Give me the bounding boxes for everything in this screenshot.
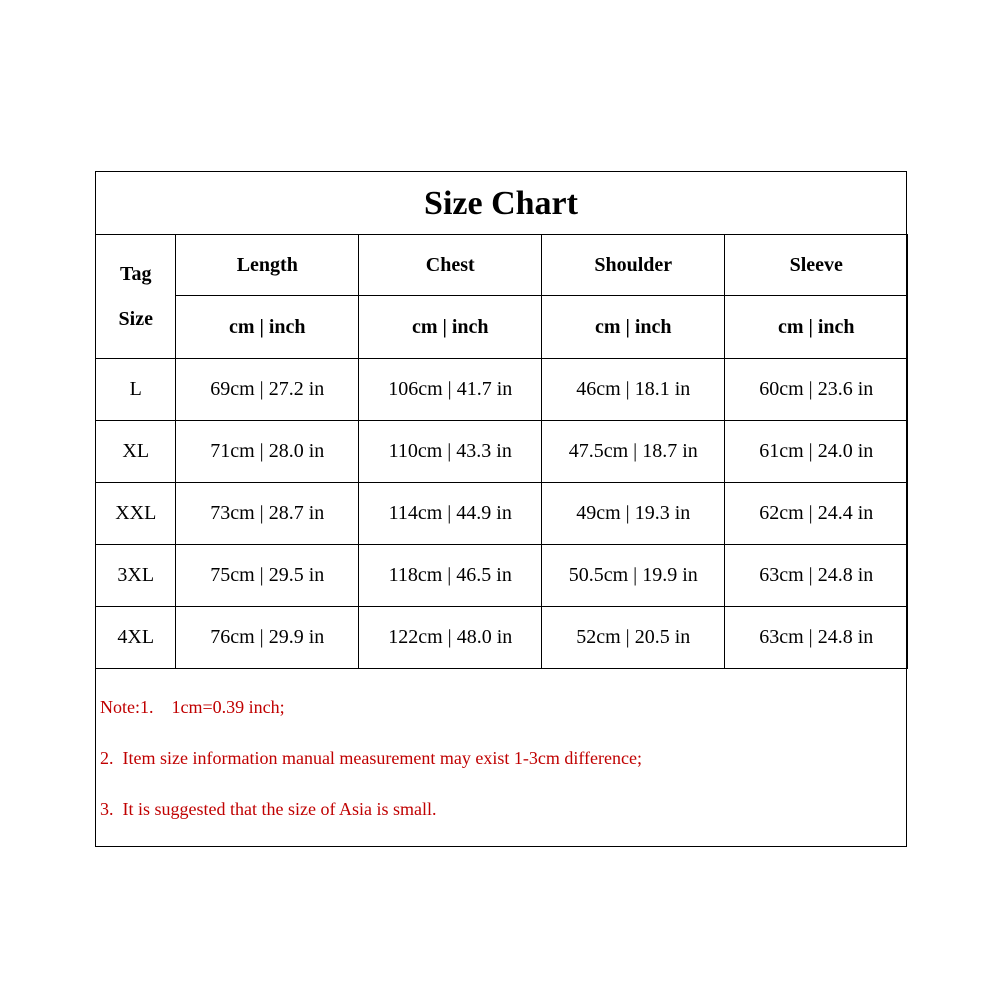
table-row — [96, 421, 908, 483]
unit-label: cm | inch — [176, 296, 359, 359]
column-header-chest: Chest — [359, 235, 542, 296]
note-item: 2. Item size information manual measurement may exist 1-3cm difference; — [100, 748, 642, 768]
unit-label: cm | inch — [542, 296, 725, 359]
shoulder-cell: 46cm | 18.1 in — [542, 359, 725, 421]
sleeve-cell: 60cm | 23.6 in — [725, 359, 908, 421]
sleeve-cell: 62cm | 24.4 in — [725, 483, 908, 545]
tag-size-header-line1: Tag — [119, 262, 152, 285]
tag-size-header — [96, 235, 176, 359]
unit-label: cm | inch — [359, 296, 542, 359]
chest-cell: 114cm | 44.9 in — [359, 483, 542, 545]
sleeve-cell: 63cm | 24.8 in — [725, 607, 908, 669]
size-table — [95, 234, 908, 669]
length-cell: 71cm | 28.0 in — [176, 421, 359, 483]
table-row — [96, 607, 908, 669]
tag-size-header-line2: Size — [118, 307, 153, 330]
size-cell: 3XL — [96, 545, 176, 607]
size-chart — [95, 171, 907, 847]
unit-label: cm | inch — [725, 296, 908, 359]
shoulder-cell: 52cm | 20.5 in — [542, 607, 725, 669]
chart-title: Size Chart — [96, 172, 906, 235]
chest-cell: 110cm | 43.3 in — [359, 421, 542, 483]
header-row — [96, 235, 908, 296]
size-cell: L — [96, 359, 176, 421]
size-cell: 4XL — [96, 607, 176, 669]
column-header-length: Length — [176, 235, 359, 296]
chest-cell: 118cm | 46.5 in — [359, 545, 542, 607]
chest-cell: 106cm | 41.7 in — [359, 359, 542, 421]
table-row — [96, 545, 908, 607]
chest-cell: 122cm | 48.0 in — [359, 607, 542, 669]
note-item: Note:1. 1cm=0.39 inch; — [100, 697, 285, 717]
shoulder-cell: 47.5cm | 18.7 in — [542, 421, 725, 483]
column-header-sleeve: Sleeve — [725, 235, 908, 296]
length-cell: 75cm | 29.5 in — [176, 545, 359, 607]
shoulder-cell: 50.5cm | 19.9 in — [542, 545, 725, 607]
column-header-shoulder: Shoulder — [542, 235, 725, 296]
shoulder-cell: 49cm | 19.3 in — [542, 483, 725, 545]
unit-row — [96, 296, 908, 359]
size-cell: XL — [96, 421, 176, 483]
sleeve-cell: 63cm | 24.8 in — [725, 545, 908, 607]
table-row — [96, 483, 908, 545]
sleeve-cell: 61cm | 24.0 in — [725, 421, 908, 483]
size-cell: XXL — [96, 483, 176, 545]
length-cell: 69cm | 27.2 in — [176, 359, 359, 421]
table-row — [96, 359, 908, 421]
length-cell: 76cm | 29.9 in — [176, 607, 359, 669]
length-cell: 73cm | 28.7 in — [176, 483, 359, 545]
note-item: 3. It is suggested that the size of Asia is small. — [100, 799, 437, 819]
